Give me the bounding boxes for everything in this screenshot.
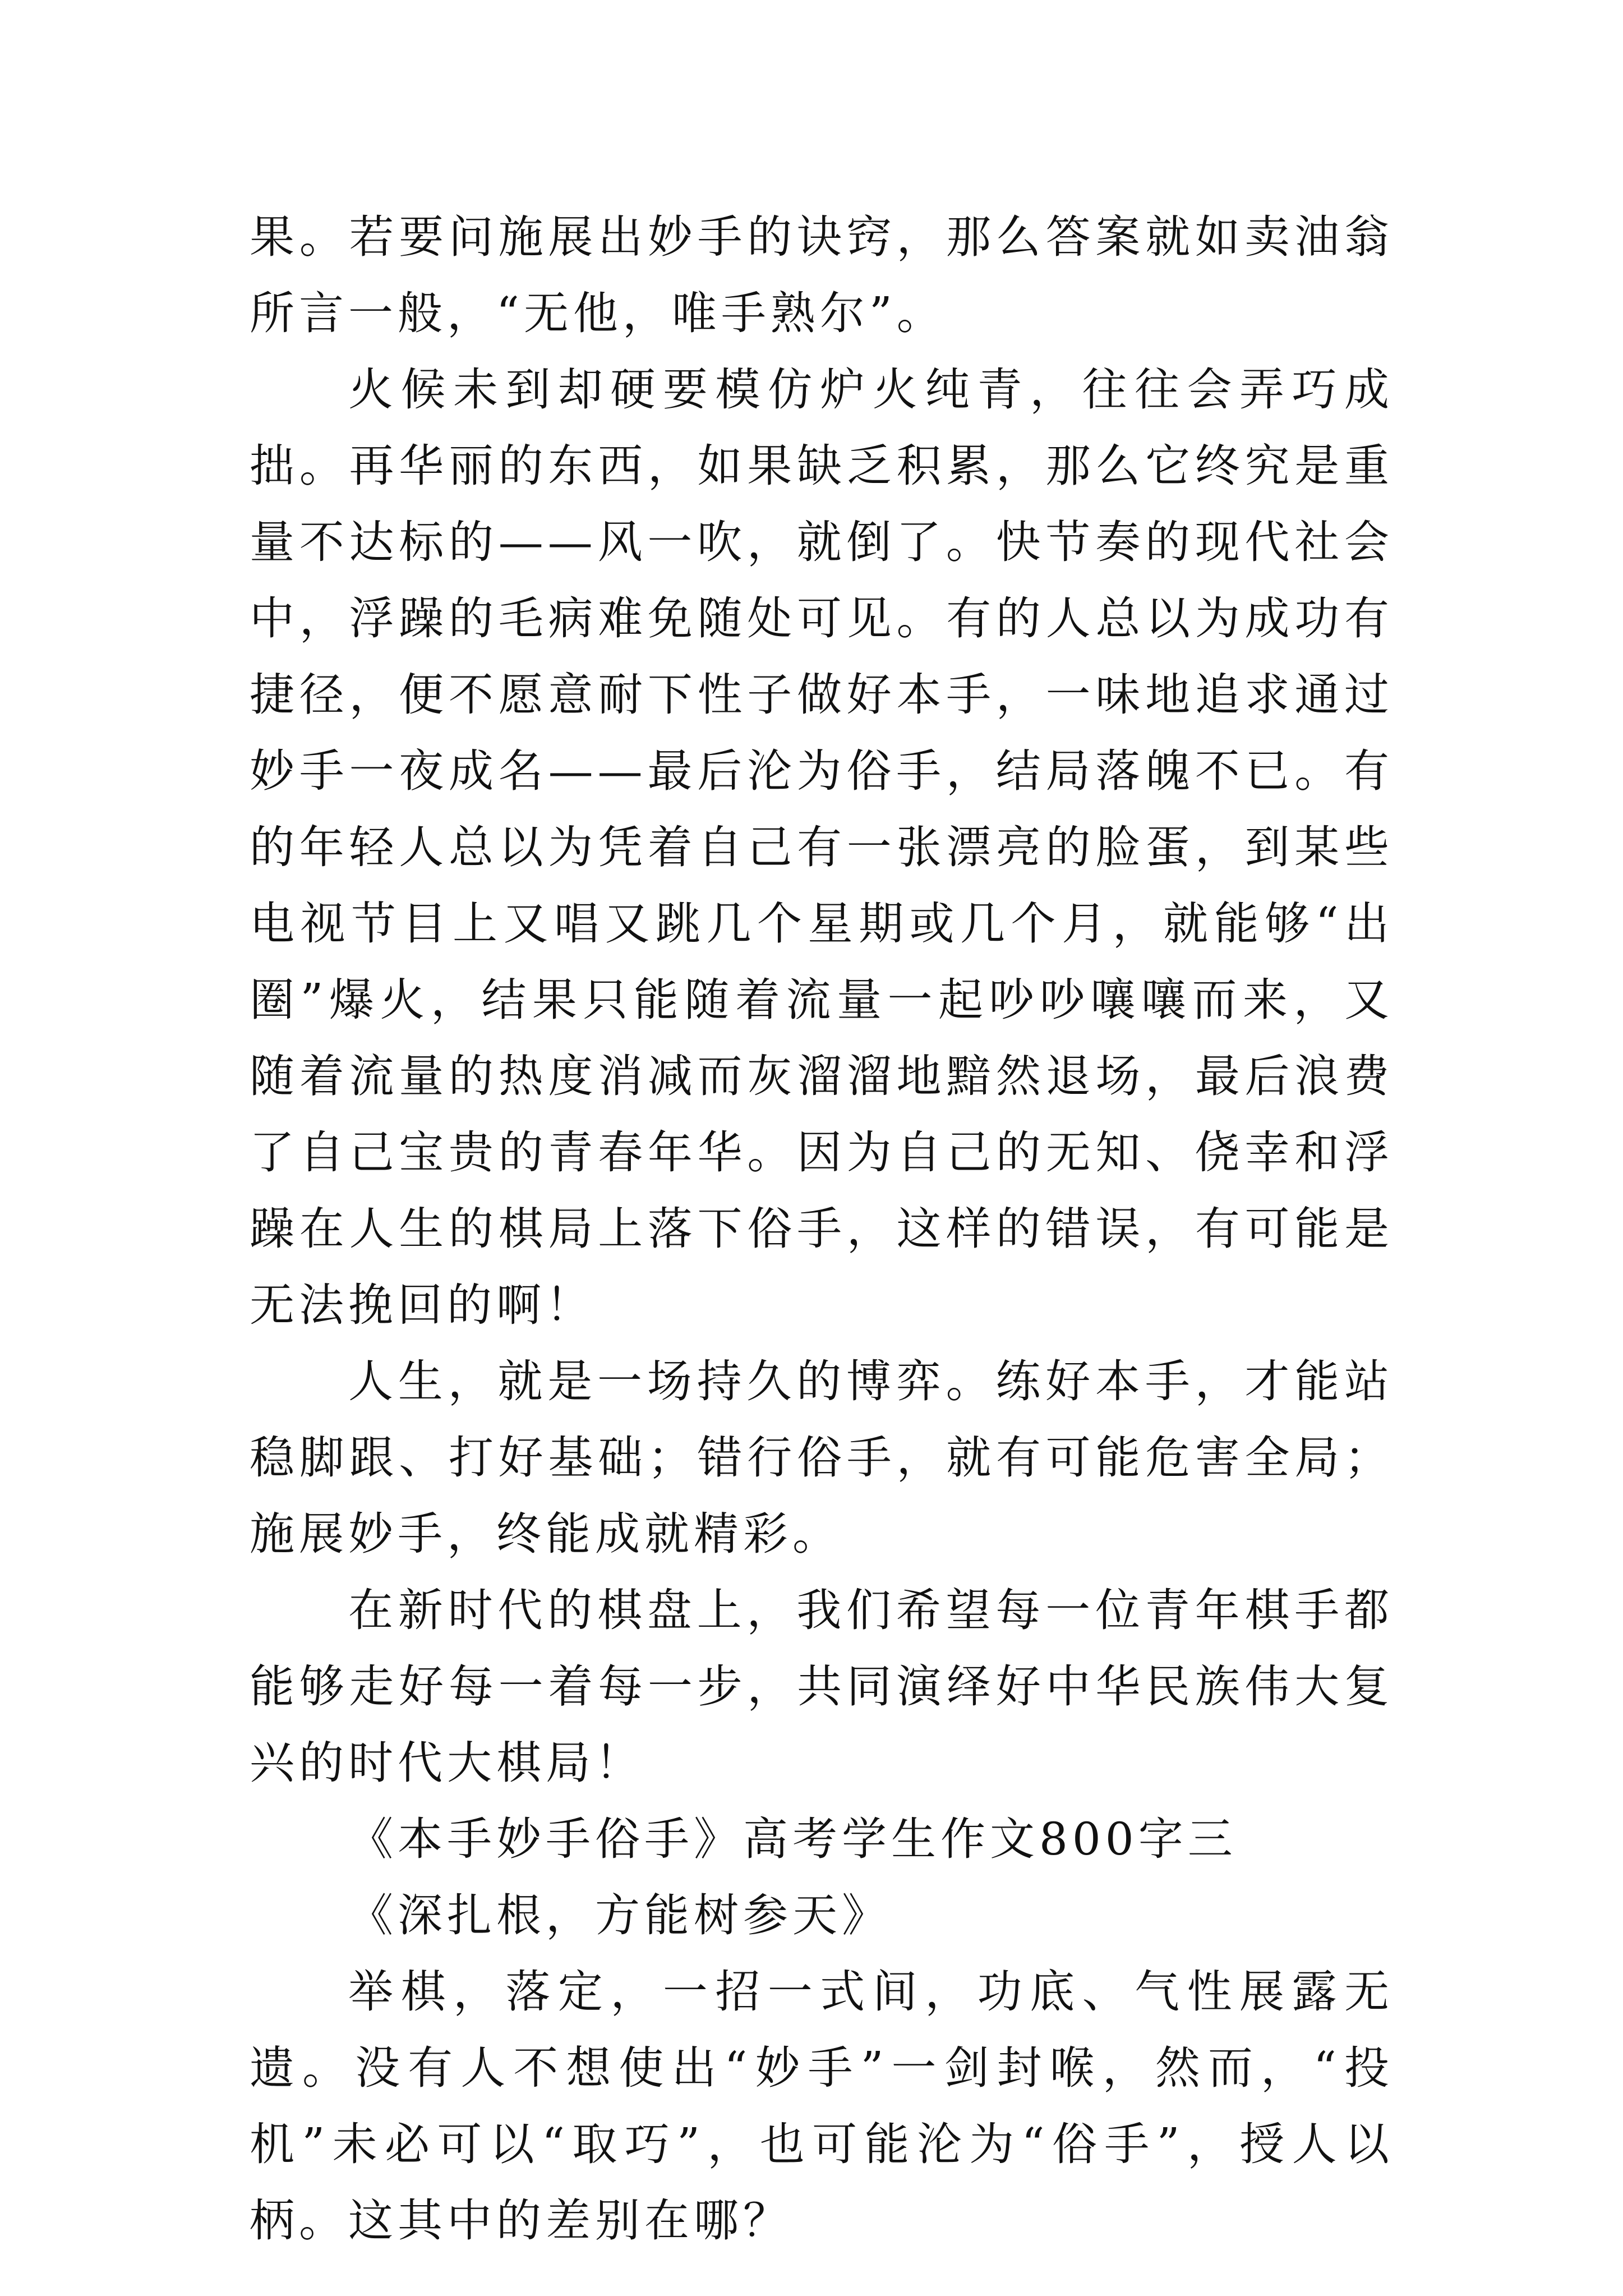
essay-title: 《深扎根，方能树参天》 [348,1889,891,1941]
paragraph-continuation: 果。若要问施展出妙手的诀窍，那么答案就如卖油翁所言一般，“无他，唯手熟尔”。 [250,211,1394,339]
paragraph-life-game: 人生，就是一场持久的博弈。练好本手，才能站稳脚跟、打好基础；错行俗手，就有可能危害全局；施展妙手，终能成就精彩。 [250,1355,1394,1560]
paragraph-chess-move: 举棋，落定，一招一式间，功底、气性展露无遗。没有人不想使出“妙手”一剑封喉，然而，“投机”未必可以“取巧”，也可能沦为“俗手”，授人以柄。这其中的差别在哪？ [250,1966,1394,2247]
paragraph-impatience: 火候未到却硬要模仿炉火纯青，往往会弄巧成拙。再华丽的东西，如果缺乏积累，那么它终究是重量不达标的——风一吹，就倒了。快节奏的现代社会中，浮躁的毛病难免随处可见。有的人总以为成功有捷径，便不愿意耐下性子做好本手，一味地追求通过妙手一夜成名——最后沦为俗手，结局落魄不已。有的年轻人总以为凭着自己有一张漂亮的脸蛋，到某些电视节目上又唱又跳几个星期或几个月，就能够“出圈”爆火，结果只能随着流量一起吵吵嚷嚷而来，又随着流量的热度消减而灰溜溜地黯然退场，最后浪费了自己宝贵的青春年华。因为自己的无知、侥幸和浮躁在人生的棋局上落下俗手，这样的错误，有可能是无法挽回的啊！ [250,364,1394,1331]
essay-heading: 《本手妙手俗手》高考学生作文800字三 [348,1813,1237,1865]
paragraph-new-era: 在新时代的棋盘上，我们希望每一位青年棋手都能够走好每一着每一步，共同演绎好中华民族伟大复兴的时代大棋局！ [250,1584,1394,1789]
essay-text [250,199,1394,2259]
